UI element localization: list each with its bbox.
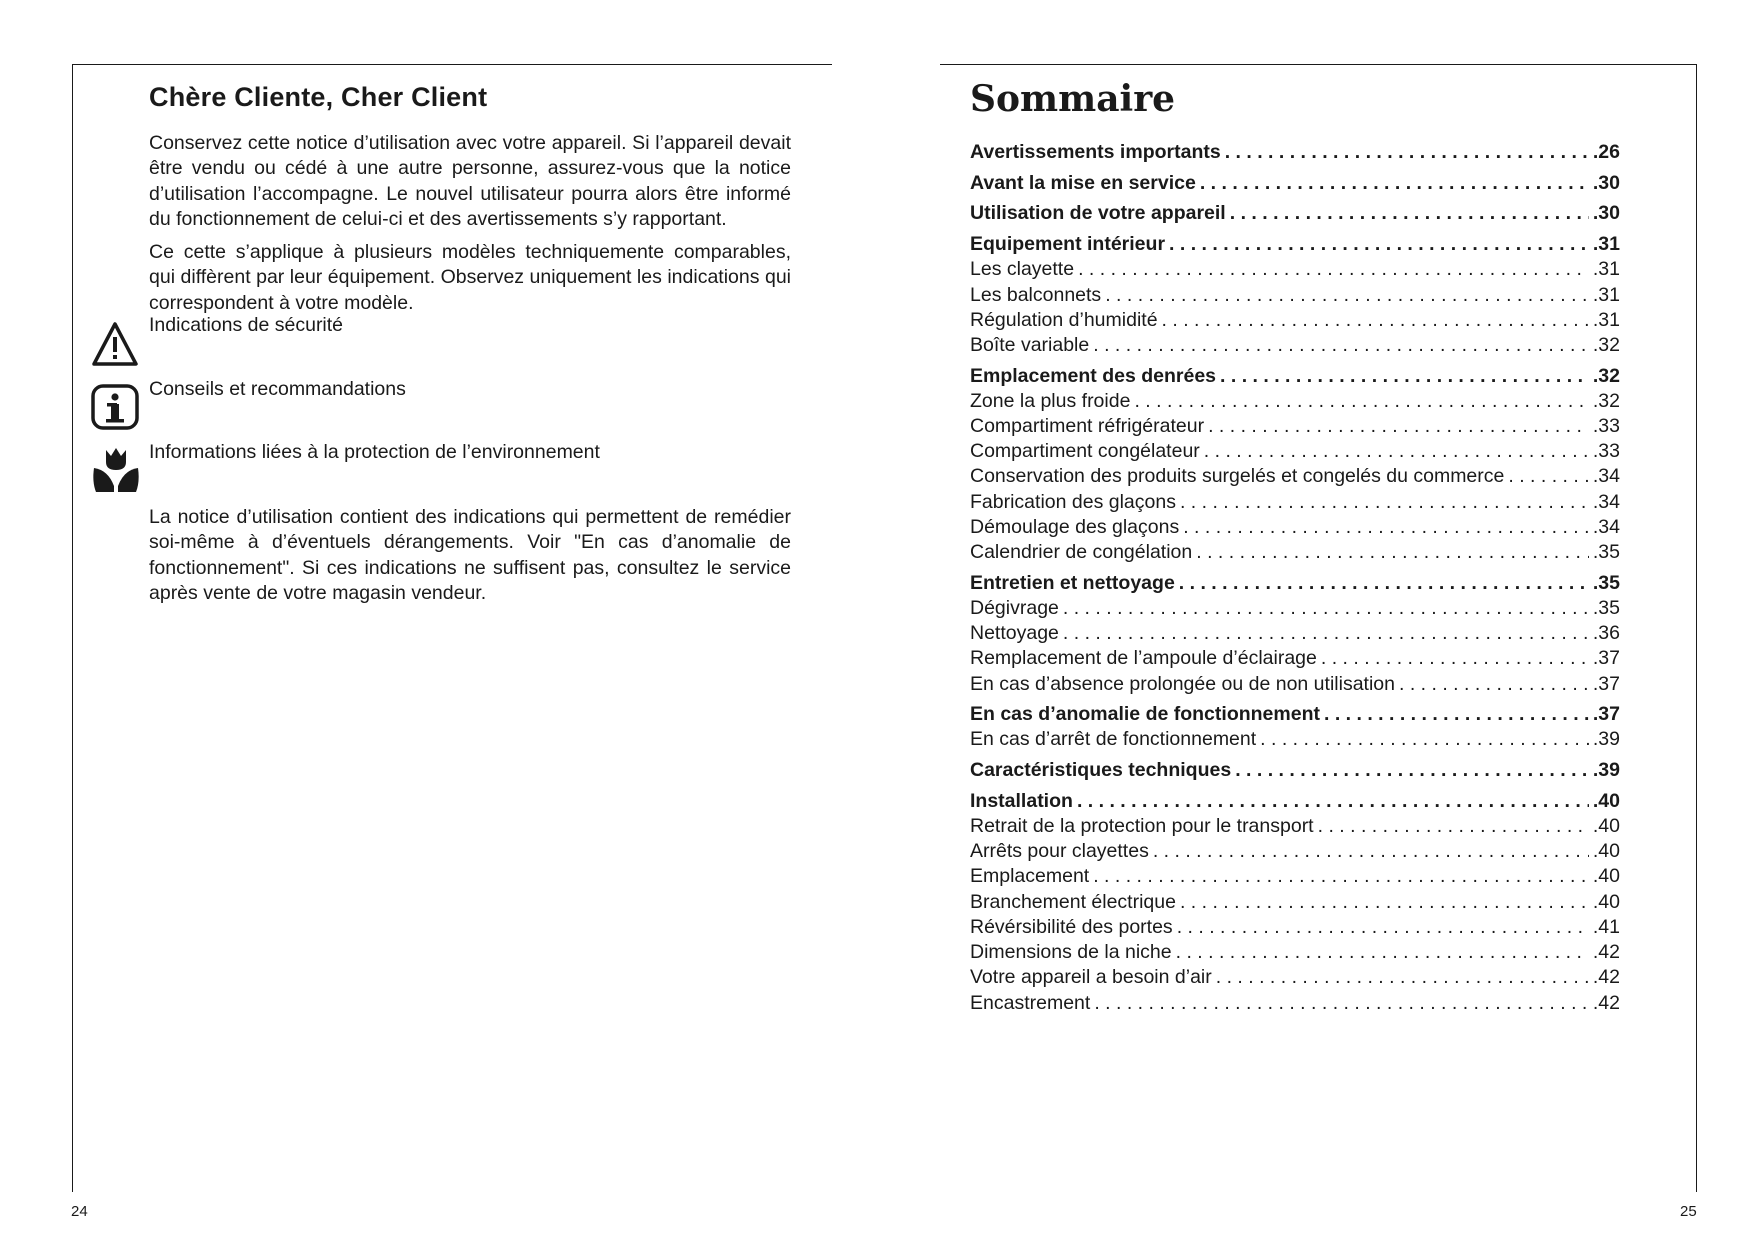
toc-dot-leader [1180, 890, 1589, 915]
toc-subentry[interactable] [970, 727, 1620, 752]
environment-plant-icon [92, 446, 140, 499]
toc-entry-page: .41 [1592, 915, 1620, 938]
toc-entry-page: .37 [1592, 672, 1620, 695]
toc-subentry[interactable] [970, 439, 1620, 464]
toc-entry-page: .35 [1592, 541, 1620, 564]
toc-entry-title: Utilisation de votre appareil [970, 202, 1226, 225]
toc-entry-page: .37 [1592, 703, 1620, 726]
toc-dot-leader [1204, 439, 1589, 464]
toc-dot-leader [1093, 864, 1589, 889]
toc-subentry[interactable] [970, 389, 1620, 414]
toc-dot-leader [1399, 672, 1589, 697]
toc-entry-page: .35 [1592, 596, 1620, 619]
toc-entry-title: Votre appareil a besoin d’air [970, 966, 1212, 989]
toc-dot-leader [1208, 414, 1589, 439]
toc-dot-leader [1078, 257, 1589, 282]
table-of-contents [970, 78, 1620, 1016]
toc-dot-leader [1063, 596, 1589, 621]
toc-entry-title: Branchement électrique [970, 890, 1176, 913]
closing-block [149, 505, 791, 614]
toc-entry-title: Remplacement de l’ampoule d’éclairage [970, 647, 1317, 670]
toc-entry-title: Avertissements importants [970, 141, 1221, 163]
toc-section-entry[interactable] [970, 140, 1620, 165]
toc-entry-title: Equipement intérieur [970, 233, 1166, 256]
toc-entry-page: .40 [1592, 890, 1620, 913]
toc-entry-title: Dimensions de la niche [970, 941, 1172, 964]
toc-entry-page: .34 [1592, 490, 1620, 513]
toc-entry-page: .34 [1592, 515, 1620, 538]
toc-entry-page: .32 [1592, 333, 1620, 356]
toc-subentry[interactable] [970, 839, 1620, 864]
toc-entry-page: .33 [1592, 415, 1620, 438]
toc-list [970, 140, 1620, 1016]
toc-entry-title: Installation [970, 789, 1073, 812]
toc-entry-title: En cas d’arrêt de fonctionnement [970, 728, 1257, 751]
toc-section-entry[interactable] [970, 789, 1620, 814]
toc-subentry[interactable] [970, 515, 1620, 540]
toc-entry-title: Caractéristiques techniques [970, 759, 1232, 782]
toc-dot-leader [1176, 940, 1589, 965]
toc-subentry[interactable] [970, 672, 1620, 697]
toc-entry-page: .40 [1592, 865, 1620, 888]
toc-dot-leader [1177, 915, 1589, 940]
warning-triangle-icon [91, 321, 139, 372]
toc-entry-title: Entretien et nettoyage [970, 571, 1175, 594]
toc-dot-leader [1153, 839, 1589, 864]
models-paragraph: Ce cette s’applique à plusieurs modèles techniquemente comparables, qui diffèrent par leur équipement. Observez uniquement les indications qui correspondent à votre modèle. [149, 241, 791, 314]
toc-dot-leader [1077, 789, 1589, 814]
toc-dot-leader [1318, 814, 1589, 839]
toc-subentry[interactable] [970, 283, 1620, 308]
left-page-side-rule [72, 64, 73, 1192]
right-page-top-rule [940, 64, 1696, 65]
toc-dot-leader [1093, 333, 1589, 358]
right-page-number: 25 [1680, 1203, 1697, 1220]
toc-subentry[interactable] [970, 646, 1620, 671]
intro-paragraph: Conservez cette notice d’utilisation avec votre appareil. Si l’appareil devait être vendu ou cédé à une autre personne, assurez-vous que la notice d’utilisation l’accompagne. Le nouvel utilisateur pourra alors être informé du fonctionnement de celui-ci et des avertissements s’y rapportant. [149, 132, 791, 230]
legend-safety-label: Indications de sécurité [149, 314, 344, 336]
toc-entry-title: Zone la plus froide [970, 389, 1131, 412]
toc-subentry[interactable] [970, 991, 1620, 1016]
toc-dot-leader [1230, 201, 1589, 226]
toc-entry-page: .35 [1592, 571, 1620, 594]
toc-dot-leader [1220, 364, 1589, 389]
left-page-number: 24 [71, 1203, 88, 1220]
toc-subentry[interactable] [970, 814, 1620, 839]
toc-entry-page: .40 [1592, 789, 1620, 812]
toc-subentry[interactable] [970, 621, 1620, 646]
toc-entry-title: En cas d’anomalie de fonctionnement [970, 703, 1320, 726]
toc-dot-leader [1225, 140, 1589, 165]
toc-entry-page: .32 [1592, 364, 1620, 387]
toc-entry-title: Compartiment réfrigérateur [970, 415, 1205, 438]
greeting-title: Chère Cliente, Cher Client [149, 82, 488, 112]
toc-dot-leader [1508, 464, 1589, 489]
right-page-side-rule [1696, 64, 1697, 1192]
toc-subentry[interactable] [970, 490, 1620, 515]
troubleshooting-paragraph: La notice d’utilisation contient des indications qui permettent de remédier soi-même à d’éventuels dérangements. Voir "En cas d’anomalie de fonctionnement". Si ces indications ne suffisent pas, consultez le service après vente de votre magasin vendeur. [149, 506, 791, 604]
toc-entry-title: Avant la mise en service [970, 171, 1196, 194]
toc-dot-leader [1169, 232, 1589, 257]
toc-entry-title: En cas d’absence prolongée ou de non utilisation [970, 672, 1395, 695]
toc-entry-title: Dégivrage [970, 596, 1059, 619]
left-page-top-rule [72, 64, 832, 65]
toc-subentry[interactable] [970, 596, 1620, 621]
toc-entry-title: Révérsibilité des portes [970, 915, 1173, 938]
toc-entry-page: .30 [1592, 202, 1620, 225]
toc-entry-page: .40 [1592, 815, 1620, 838]
toc-entry-page: .42 [1592, 941, 1620, 964]
toc-entry-page: .34 [1592, 465, 1620, 488]
toc-entry-title: Emplacement [970, 865, 1090, 888]
toc-dot-leader [1063, 621, 1589, 646]
toc-entry-title: Les clayette [970, 258, 1075, 281]
toc-dot-leader [1180, 490, 1589, 515]
toc-subentry[interactable] [970, 308, 1620, 333]
toc-entry-title: Arrêts pour clayettes [970, 840, 1149, 863]
toc-subentry[interactable] [970, 333, 1620, 358]
toc-entry-title: Calendrier de congélation [970, 541, 1193, 564]
toc-dot-leader [1321, 646, 1589, 671]
toc-entry-page: .40 [1592, 840, 1620, 863]
toc-entry-title: Emplacement des denrées [970, 364, 1217, 387]
toc-section-entry[interactable] [970, 702, 1620, 727]
toc-entry-page: .42 [1592, 966, 1620, 989]
toc-subentry[interactable] [970, 965, 1620, 990]
toc-entry-page: .26 [1592, 141, 1620, 163]
legend-advice-label: Conseils et recommandations [149, 378, 406, 400]
toc-section-entry[interactable] [970, 232, 1620, 257]
toc-entry-page: .39 [1592, 759, 1620, 782]
toc-entry-title: Encastrement [970, 991, 1091, 1014]
toc-dot-leader [1183, 515, 1589, 540]
toc-entry-page: .31 [1592, 258, 1620, 281]
toc-subentry[interactable] [970, 257, 1620, 282]
toc-section-entry[interactable] [970, 571, 1620, 596]
left-page-content [149, 82, 791, 324]
toc-entry-title: Nettoyage [970, 622, 1059, 645]
toc-entry-page: .31 [1592, 308, 1620, 331]
toc-dot-leader [1196, 540, 1589, 565]
toc-section-entry[interactable] [970, 201, 1620, 226]
toc-entry-title: Retrait de la protection pour le transport [970, 815, 1314, 838]
toc-entry-page: .42 [1592, 991, 1620, 1014]
toc-dot-leader [1162, 308, 1589, 333]
toc-entry-page: .30 [1592, 171, 1620, 194]
toc-subentry[interactable] [970, 915, 1620, 940]
toc-section-entry[interactable] [970, 758, 1620, 783]
toc-subentry[interactable] [970, 414, 1620, 439]
toc-section-entry[interactable] [970, 364, 1620, 389]
info-icon [90, 383, 140, 436]
toc-entry-title: Démoulage des glaçons [970, 515, 1180, 538]
toc-title: Sommaire [970, 78, 1176, 120]
toc-entry-title: Les balconnets [970, 283, 1102, 306]
toc-dot-leader [1216, 965, 1589, 990]
toc-entry-title: Fabrication des glaçons [970, 490, 1176, 513]
toc-entry-title: Boîte variable [970, 333, 1090, 356]
toc-subentry[interactable] [970, 864, 1620, 889]
toc-entry-title: Conservation des produits surgelés et congelés du commerce [970, 465, 1505, 488]
toc-dot-leader [1105, 283, 1589, 308]
toc-entry-page: .37 [1592, 647, 1620, 670]
toc-subentry[interactable] [970, 464, 1620, 489]
toc-entry-page: .33 [1592, 440, 1620, 463]
toc-entry-title: Compartiment congélateur [970, 440, 1200, 463]
toc-subentry[interactable] [970, 540, 1620, 565]
toc-dot-leader [1179, 571, 1589, 596]
toc-entry-page: .32 [1592, 389, 1620, 412]
toc-section-entry[interactable] [970, 171, 1620, 196]
toc-dot-leader [1235, 758, 1589, 783]
toc-dot-leader [1200, 171, 1589, 196]
toc-dot-leader [1134, 389, 1588, 414]
toc-dot-leader [1324, 702, 1589, 727]
legend-environment-label: Informations liées à la protection de l’environnement [149, 441, 600, 463]
toc-entry-page: .31 [1592, 283, 1620, 306]
toc-subentry[interactable] [970, 890, 1620, 915]
toc-entry-page: .36 [1592, 622, 1620, 645]
toc-dot-leader [1260, 727, 1589, 752]
toc-subentry[interactable] [970, 940, 1620, 965]
toc-entry-title: Régulation d’humidité [970, 308, 1158, 331]
toc-entry-page: .39 [1592, 728, 1620, 751]
toc-dot-leader [1094, 991, 1589, 1016]
toc-entry-page: .31 [1592, 233, 1620, 256]
